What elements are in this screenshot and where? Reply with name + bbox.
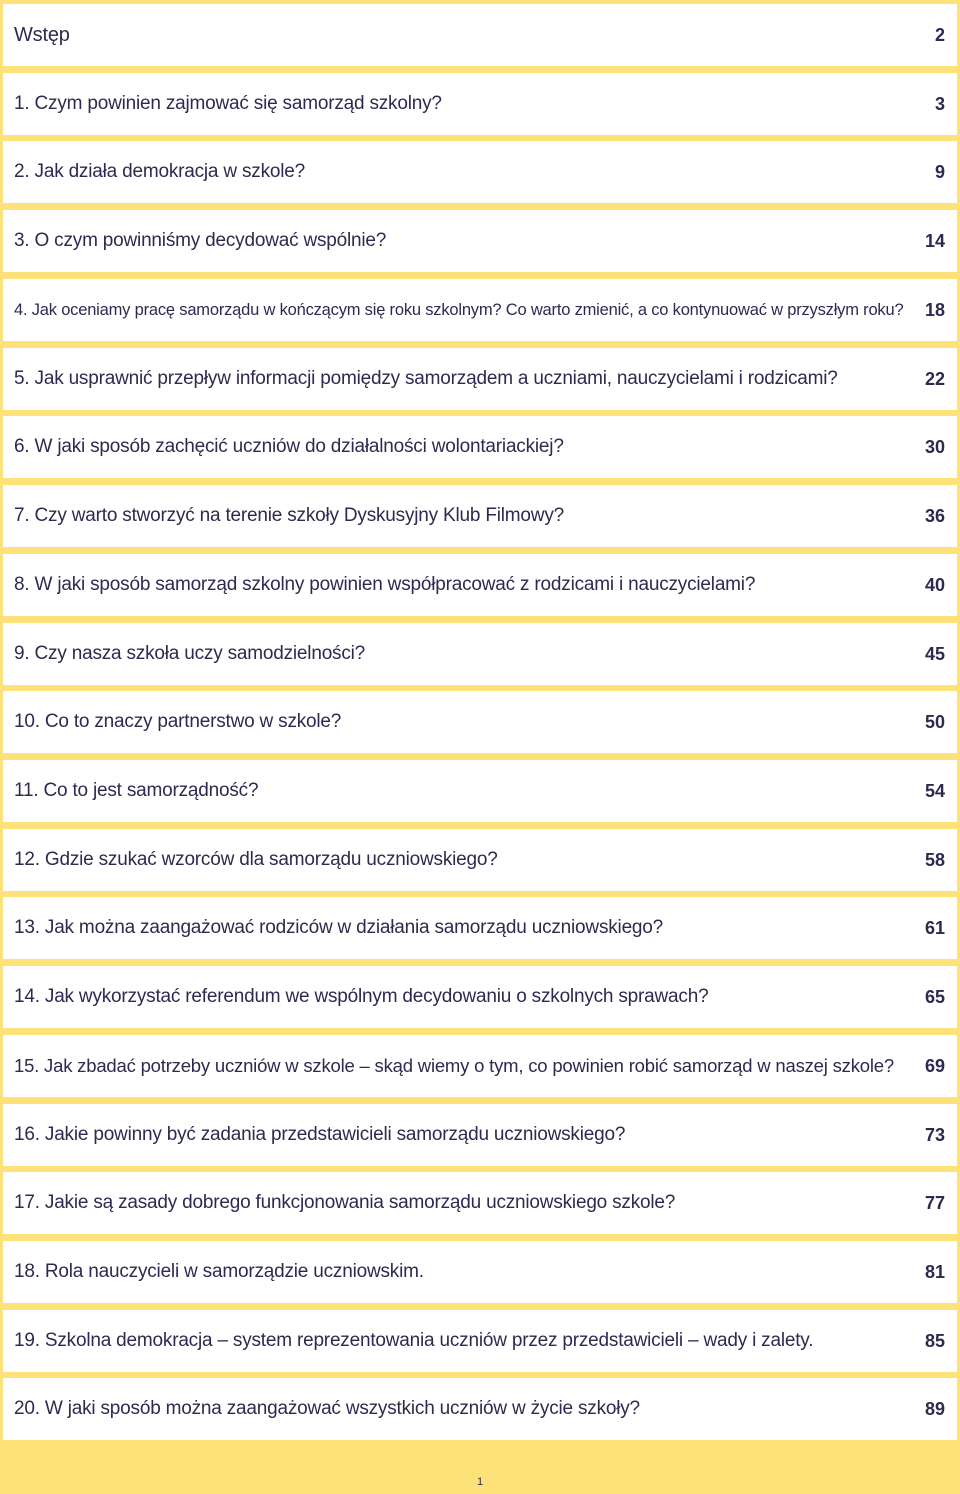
toc-entry-10[interactable] xyxy=(3,691,957,753)
toc-entry-page: 40 xyxy=(924,575,945,595)
toc-entry-page: 18 xyxy=(924,300,945,320)
toc-entry-15[interactable] xyxy=(3,1035,957,1097)
toc-entry-title: 15. Jak zbadać potrzeby uczniów w szkole – skąd wiemy o tym, co powinien robić samorząd w naszej szkole? xyxy=(14,1055,894,1076)
toc-entry-title: 3. O czym powinniśmy decydować wspólnie? xyxy=(14,230,387,251)
toc-entry-title: 20. W jaki sposób można zaangażować wszystkich uczniów w życie szkoły? xyxy=(14,1398,640,1419)
toc-entry-title: 17. Jakie są zasady dobrego funkcjonowania samorządu uczniowskiego szkole? xyxy=(14,1192,676,1213)
toc-entry-4[interactable] xyxy=(3,279,957,341)
toc-entry-12[interactable] xyxy=(3,829,957,891)
toc-entry-page: 2 xyxy=(934,25,945,45)
toc-entry-page: 36 xyxy=(924,506,945,526)
toc-entry-page: 77 xyxy=(924,1193,945,1213)
toc-entry-page: 9 xyxy=(934,162,945,182)
toc-entry-title: 4. Jak oceniamy pracę samorządu w kończącym się roku szkolnym? Co warto zmienić, a co kontynuować w przyszłym roku? xyxy=(14,301,904,319)
toc-entry-title: 9. Czy nasza szkoła uczy samodzielności? xyxy=(14,643,366,664)
toc-entry-7[interactable] xyxy=(3,485,957,547)
toc-entry-20[interactable] xyxy=(3,1378,957,1440)
toc-entry-title: 5. Jak usprawnić przepływ informacji pomiędzy samorządem a uczniami, nauczycielami i rodzicami? xyxy=(14,368,838,389)
toc-entry-title: 16. Jakie powinny być zadania przedstawicieli samorządu uczniowskiego? xyxy=(14,1124,626,1145)
toc-entry-title: 12. Gdzie szukać wzorców dla samorządu uczniowskiego? xyxy=(14,849,498,870)
toc-entry-2[interactable] xyxy=(3,141,957,203)
toc-entry-title: 10. Co to znaczy partnerstwo w szkole? xyxy=(14,711,342,732)
toc-entry-title: 8. W jaki sposób samorząd szkolny powinien współpracować z rodzicami i nauczycielami? xyxy=(14,574,756,595)
toc-entry-title: 14. Jak wykorzystać referendum we wspólnym decydowaniu o szkolnych sprawach? xyxy=(14,986,709,1007)
toc-entry-page: 73 xyxy=(924,1125,945,1145)
toc-entry-19[interactable] xyxy=(3,1310,957,1372)
toc-entry-8[interactable] xyxy=(3,554,957,616)
toc-entry-title: 18. Rola nauczycieli w samorządzie uczniowskim. xyxy=(14,1261,424,1282)
toc-entry-title: 1. Czym powinien zajmować się samorząd szkolny? xyxy=(14,93,442,114)
toc-entry-5[interactable] xyxy=(3,348,957,410)
toc-entry-page: 14 xyxy=(924,231,945,251)
toc-entry-title: 11. Co to jest samorządność? xyxy=(14,780,259,801)
toc-entry-page: 89 xyxy=(924,1399,945,1419)
toc-entry-6[interactable] xyxy=(3,416,957,478)
toc-entry-18[interactable] xyxy=(3,1241,957,1303)
toc-entry-title: 7. Czy warto stworzyć na terenie szkoły Dyskusyjny Klub Filmowy? xyxy=(14,505,564,526)
toc-entry-page: 58 xyxy=(924,850,945,870)
toc-entry-13[interactable] xyxy=(3,897,957,959)
toc-entry-title: 6. W jaki sposób zachęcić uczniów do działalności wolontariackiej? xyxy=(14,436,564,457)
toc-entry-page: 22 xyxy=(924,369,945,389)
toc-entry-title: 19. Szkolna demokracja – system reprezentowania uczniów przez przedstawicieli – wady i zalety. xyxy=(14,1330,814,1351)
toc-entry-page: 30 xyxy=(924,437,945,457)
toc-entry-page: 85 xyxy=(924,1331,945,1351)
toc-entry-page: 50 xyxy=(924,712,945,732)
toc-entry-11[interactable] xyxy=(3,760,957,822)
page-number: 1 xyxy=(476,1476,484,1488)
toc-entry-16[interactable] xyxy=(3,1104,957,1166)
toc-entry-page: 45 xyxy=(924,644,945,664)
toc-entry-3[interactable] xyxy=(3,210,957,272)
toc-entry-page: 3 xyxy=(934,94,945,114)
toc-entry-9[interactable] xyxy=(3,623,957,685)
toc-entry-intro[interactable] xyxy=(3,4,957,66)
toc-entry-page: 65 xyxy=(924,987,945,1007)
toc-entry-14[interactable] xyxy=(3,966,957,1028)
toc-entry-page: 81 xyxy=(924,1262,945,1282)
toc-entry-title: 2. Jak działa demokracja w szkole? xyxy=(14,161,306,182)
toc-entry-17[interactable] xyxy=(3,1172,957,1234)
toc-entry-page: 61 xyxy=(924,918,945,938)
toc-entry-1[interactable] xyxy=(3,73,957,135)
toc-entry-page: 54 xyxy=(924,781,945,801)
toc-entry-page: 69 xyxy=(924,1056,945,1076)
toc-entry-title: Wstęp xyxy=(14,24,70,46)
toc-entry-title: 13. Jak można zaangażować rodziców w działania samorządu uczniowskiego? xyxy=(14,917,664,938)
